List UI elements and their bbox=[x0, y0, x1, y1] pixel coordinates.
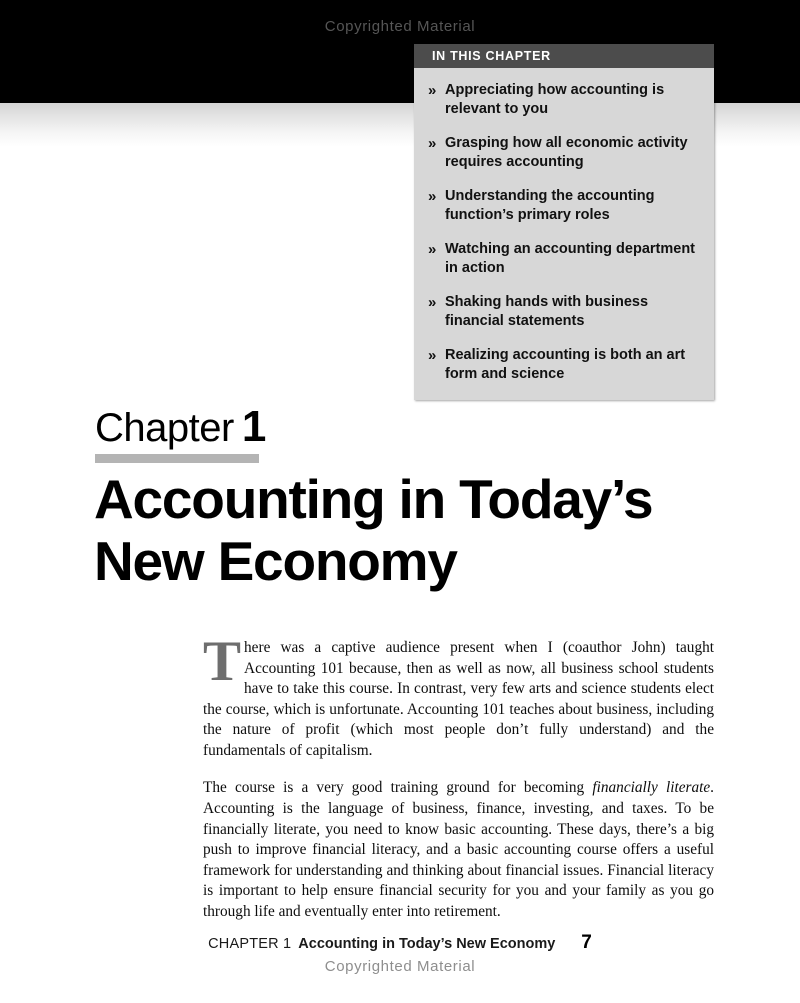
list-item-label: Shaking hands with business financial statements bbox=[445, 294, 649, 329]
paragraph-2 bbox=[203, 778, 714, 922]
paragraph-1-text: here was a captive audience present when I (coauthor John) taught Accounting 101 because, then as well as now, all business school students have to take this course. In contrast, very few arts and science students elect the course, which is unfortunate. Accounting 101 teaches about business, including the nature of profit (which most people don’t fully understand) and the fundamentals of capitalism. bbox=[203, 639, 714, 759]
list-item bbox=[428, 293, 700, 330]
list-item bbox=[428, 187, 700, 224]
list-item-label: Realizing accounting is both an art form and science bbox=[445, 347, 686, 383]
list-item-label: Grasping how all economic activity requires accounting bbox=[445, 135, 688, 170]
page-footer bbox=[0, 932, 800, 954]
paragraph-2-text-part-1: The course is a very good training ground for becoming bbox=[203, 779, 593, 797]
double-chevron-icon: » bbox=[428, 82, 437, 99]
chapter-eyebrow bbox=[95, 402, 267, 463]
paragraph-1 bbox=[203, 630, 714, 761]
drop-cap: T bbox=[203, 630, 242, 693]
footer-chapter-title: Accounting in Today’s New Economy bbox=[298, 936, 556, 952]
paragraph-2-emphasis: financially literate bbox=[592, 779, 711, 797]
watermark-top: Copyrighted Material bbox=[324, 18, 476, 35]
double-chevron-icon: » bbox=[428, 188, 437, 206]
in-this-chapter-list bbox=[414, 68, 714, 400]
footer-chapter-label: CHAPTER 1 bbox=[208, 936, 292, 952]
list-item-label: Watching an accounting department in action bbox=[445, 241, 696, 276]
chapter-label: Chapter bbox=[95, 406, 234, 450]
in-this-chapter-header: IN THIS CHAPTER bbox=[414, 44, 714, 68]
page-number: 7 bbox=[581, 932, 592, 953]
watermark-bottom: Copyrighted Material bbox=[324, 958, 476, 975]
double-chevron-icon: » bbox=[428, 241, 437, 259]
chapter-number: 1 bbox=[241, 402, 267, 451]
in-this-chapter-box bbox=[414, 44, 714, 400]
list-item bbox=[428, 240, 700, 277]
paragraph-2-text-part-2: . Accounting is the language of business, finance, investing, and taxes. To be financially literate, you need to know basic accounting. These days, there’s a big push to improve financial literacy, and a basic accounting course offers a useful framework for understanding and thinking about financial issues. Financial literacy is important to help ensure financial security for you and your family as you go through life and eventually enter into retirement. bbox=[203, 779, 714, 920]
list-item-label: Understanding the accounting function’s primary roles bbox=[445, 188, 655, 223]
chapter-underline-rule bbox=[95, 454, 259, 463]
list-item bbox=[428, 81, 700, 118]
double-chevron-icon: » bbox=[428, 347, 437, 365]
page-title: Accounting in Today’s New Economy bbox=[94, 468, 653, 593]
body-text-column bbox=[203, 630, 714, 922]
list-item bbox=[428, 134, 700, 171]
list-item bbox=[428, 346, 700, 383]
double-chevron-icon: » bbox=[428, 294, 437, 312]
list-item-label: Appreciating how accounting is relevant to you bbox=[445, 82, 665, 117]
double-chevron-icon: » bbox=[428, 135, 437, 153]
